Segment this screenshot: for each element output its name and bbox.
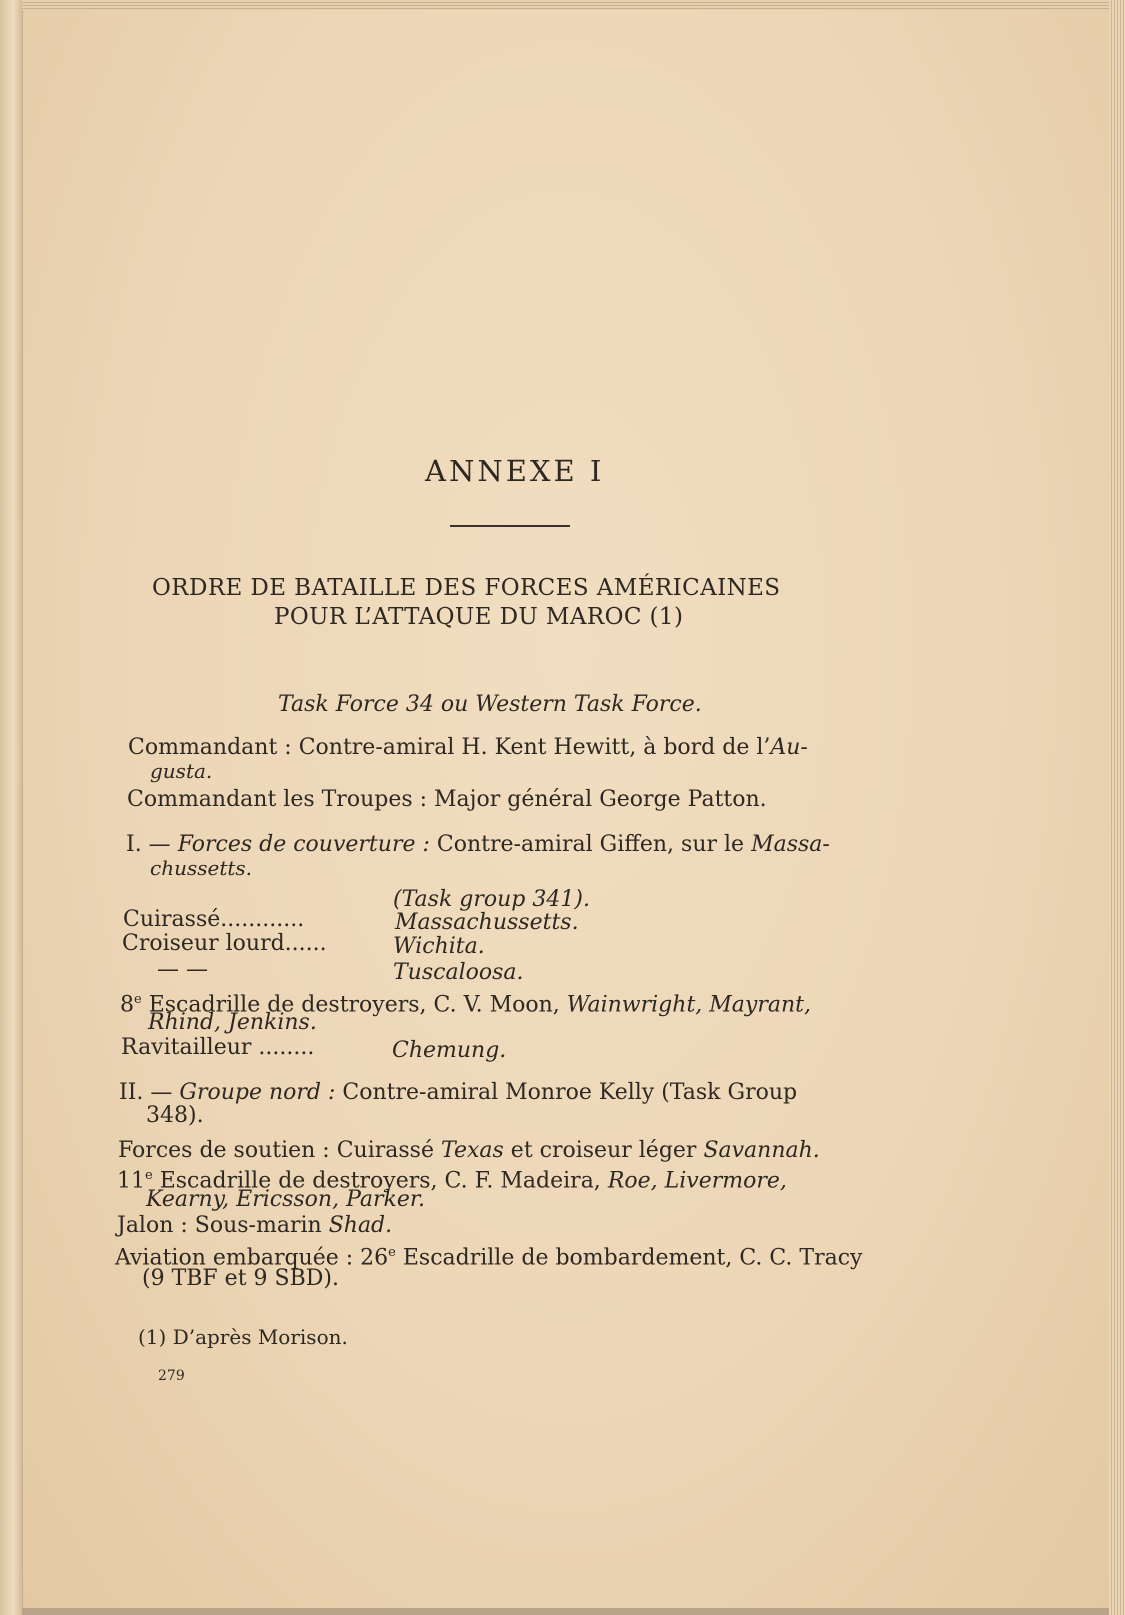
escadrille-11-num: 11 [117, 1168, 145, 1194]
ship-savannah: Savannah. [703, 1138, 820, 1163]
ship-roe: Roe, [607, 1168, 658, 1194]
annex-heading: ANNEXE I [425, 454, 605, 488]
row-croiseur-value: Wichita. [393, 934, 485, 959]
ship-texas: Texas [440, 1138, 504, 1163]
section-2-line-1 [119, 1080, 797, 1106]
escadrille-8-sup: e [134, 992, 142, 1007]
escadrille-11-text: Escadrille de destroyers, C. F. Madeira, [152, 1168, 601, 1194]
ravitailleur-label: Ravitailleur ........ [121, 1035, 315, 1060]
ship-augusta-a: Au- [770, 735, 808, 760]
soutien-line [118, 1138, 820, 1164]
row-cuirasse-value: Massachussetts. [395, 910, 579, 935]
ship-livermore: Livermore, [664, 1168, 787, 1194]
ship-massachussetts-b: chussetts. [150, 856, 253, 880]
soutien-text: Forces de soutien : Cuirassé [118, 1138, 434, 1163]
ship-wainwright: Wainwright, [566, 992, 703, 1018]
troupes-line: Commandant les Troupes : Major général George Patton. [127, 787, 767, 812]
section-2-label: Groupe nord : [179, 1080, 336, 1105]
page-number: 279 [158, 1368, 185, 1384]
ship-shad: Shad. [328, 1213, 393, 1238]
section-2-line-2: 348). [146, 1103, 204, 1128]
ship-augusta-b: gusta. [150, 759, 213, 783]
footnote: (1) D’après Morison. [138, 1325, 348, 1349]
ravitailleur-value: Chemung. [392, 1038, 507, 1063]
aviation-line-2: (9 TBF et 9 SBD). [142, 1266, 339, 1291]
aviation-sup: e [388, 1245, 396, 1260]
escadrille-8-num: 8 [120, 992, 134, 1018]
row-ditto-value: Tuscaloosa. [393, 960, 524, 985]
escadrille-11-line-2 [146, 1187, 425, 1213]
row-cuirasse-label: Cuirassé............ [123, 907, 305, 932]
ship-parker: Parker. [346, 1187, 425, 1212]
soutien-mid: et croiseur léger [510, 1138, 697, 1163]
escadrille-8-line-2 [148, 1010, 317, 1036]
ship-jenkins: Jenkins. [228, 1010, 317, 1035]
heading-rule [450, 525, 570, 527]
task-group-341: (Task group 341). [393, 887, 590, 912]
aviation-text: Aviation embarquée : 26 [115, 1245, 389, 1271]
section-1-text: Contre-amiral Giffen, sur le [436, 832, 745, 857]
section-2-text: Contre-amiral Monroe Kelly (Task Group [342, 1080, 798, 1105]
jalon-text: Jalon : Sous-marin [117, 1213, 322, 1238]
title-line-1: ORDRE DE BATAILLE DES FORCES AMÉRICAINES [152, 575, 781, 601]
ship-kearny: Kearny, [146, 1187, 230, 1212]
section-1-numeral: I. — [126, 832, 171, 857]
escadrille-11-sup: e [145, 1168, 153, 1183]
task-force-subtitle: Task Force 34 ou Western Task Force. [278, 692, 702, 717]
commandant-text: Commandant : Contre-amiral H. Kent Hewitt, à bord de l’ [128, 735, 771, 760]
book-spine [0, 0, 22, 1615]
ship-massachussetts-a: Massa- [751, 832, 830, 857]
title-line-2: POUR L’ATTAQUE DU MAROC (1) [274, 604, 684, 630]
row-ditto-label: — — [157, 957, 208, 982]
ship-mayrant: Mayrant, [709, 992, 811, 1018]
ship-ericsson: Ericsson, [236, 1187, 340, 1212]
section-2-numeral: II. — [119, 1080, 173, 1105]
commandant-line-1 [128, 735, 808, 761]
aviation-text-2: Escadrille de bombardement, C. C. Tracy [395, 1245, 863, 1271]
jalon-line [117, 1213, 392, 1239]
escadrille-8-text: Escadrille de destroyers, C. V. Moon, [141, 992, 560, 1018]
row-croiseur-label: Croiseur lourd...... [122, 931, 327, 956]
page-stack-edge [1109, 0, 1125, 1615]
ship-rhind: Rhind, [148, 1010, 222, 1035]
section-1-label: Forces de couverture : [177, 832, 430, 857]
